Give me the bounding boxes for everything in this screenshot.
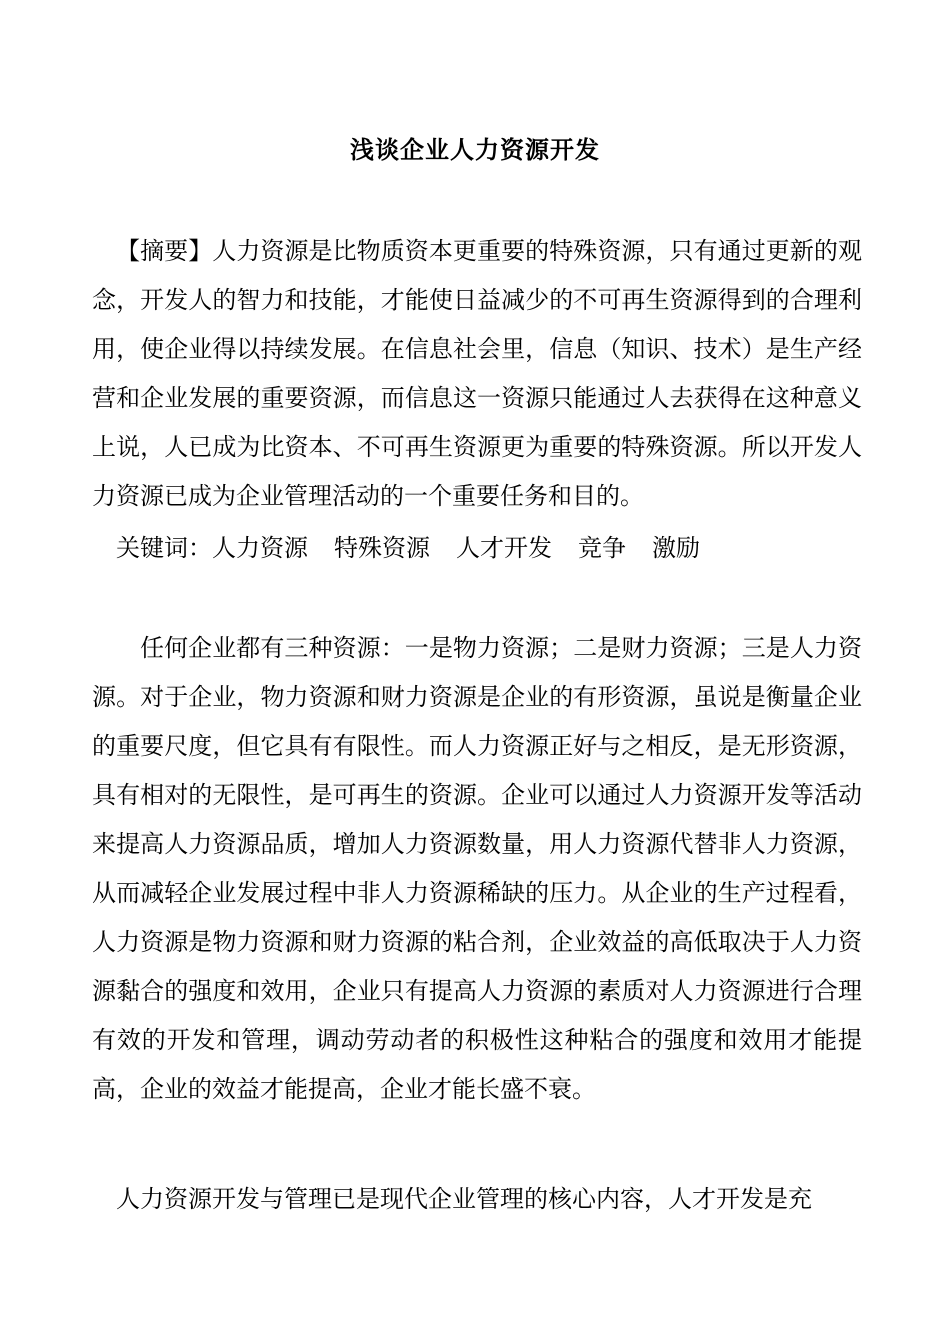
abstract-paragraph: 【摘要】人力资源是比物质资本更重要的特殊资源，只有通过更新的观念，开发人的智力和技能，才能使日益减少的不可再生资源得到的合理利用，使企业得以持续发展。在信息社会里，信息（知识、技术）是生产经营和企业发展的重要资源，而信息这一资源只能通过人去获得在这种意义上说，人已成为比资本、不可再生资源更为重要的特殊资源。所以开发人力资源已成为企业管理活动的一个重要任务和目的。	[92, 237, 862, 510]
keyword: 人才开发	[456, 534, 552, 562]
keywords-label: 关键词：	[116, 534, 212, 562]
body-paragraph: 任何企业都有三种资源：一是物力资源；二是财力资源；三是人力资源。对于企业，物力资源和财力资源是企业的有形资源，虽说是衡量企业的重要尺度，但它具有有限性。而人力资源正好与之相反，是无形资源，具有相对的无限性，是可再生的资源。企业可以通过人力资源开发等活动来提高人力资源品质，增加人力资源数量，用人力资源代替非人力资源，从而减轻企业发展过程中非人力资源稀缺的压力。从企业的生产过程看，人力资源是物力资源和财力资源的粘合剂，企业效益的高低取决于人力资源黏合的强度和效用，企业只有提高人力资源的素质对人力资源进行合理有效的开发和管理，调动劳动者的积极性这种粘合的强度和效用才能提高，企业的效益才能提高，企业才能长盛不衰。	[92, 634, 862, 1103]
body-paragraph: 人力资源开发与管理已是现代企业管理的核心内容，人才开发是充	[116, 1185, 812, 1213]
keyword: 竞争	[578, 534, 626, 562]
document-title: 浅谈企业人力资源开发	[350, 136, 600, 164]
keyword: 激励	[652, 534, 700, 562]
keyword: 人力资源	[212, 534, 308, 562]
keywords-line	[116, 524, 862, 573]
keyword: 特殊资源	[334, 534, 430, 562]
